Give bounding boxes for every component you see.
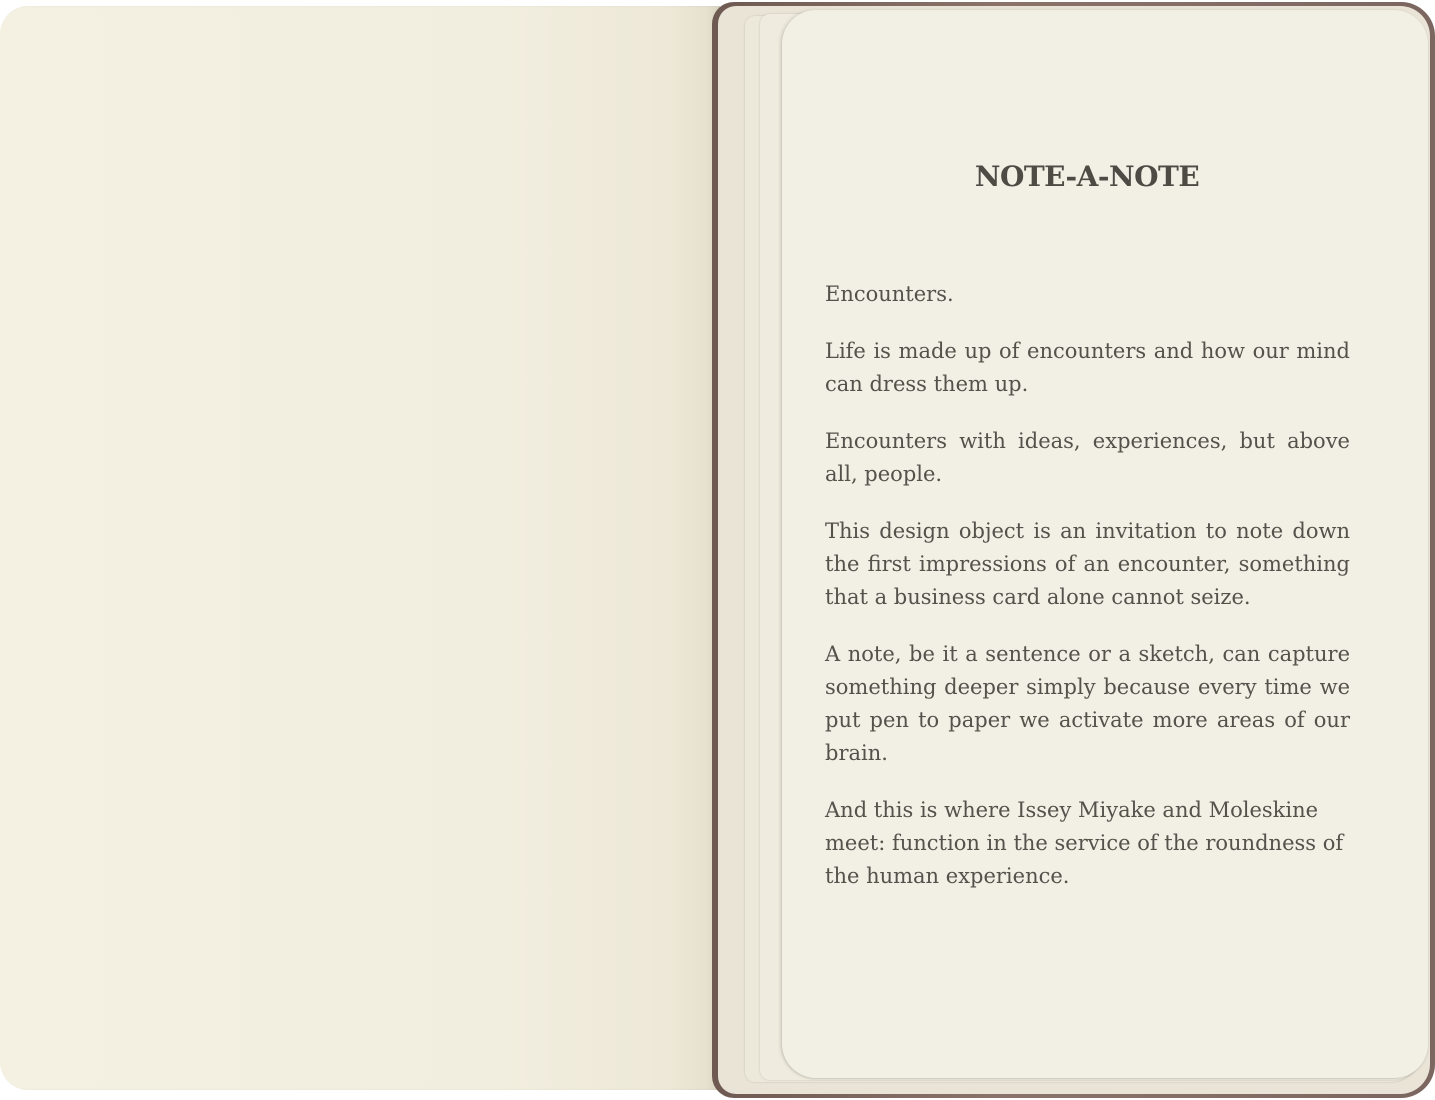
info-card <box>782 10 1428 1078</box>
card-body <box>825 278 1350 917</box>
card-title: NOTE-A-NOTE <box>974 160 1200 193</box>
blank-left-page <box>0 6 720 1090</box>
card-paragraph: Life is made up of encounters and how our mind can dress them up. <box>825 339 1350 396</box>
card-paragraph: And this is where Issey Miyake and Moleskine meet: function in the service of the roundness of the human experience. <box>825 798 1344 888</box>
card-paragraph: Encounters with ideas, experiences, but above all, people. <box>825 429 1350 486</box>
card-paragraph: This design object is an invitation to note down the first impressions of an encounter, something that a business card alone cannot seize. <box>825 519 1350 609</box>
card-paragraph: Encounters. <box>825 282 954 306</box>
card-paragraph: A note, be it a sentence or a sketch, can capture something deeper simply because every time we put pen to paper we activate more areas of our brain. <box>825 642 1350 765</box>
